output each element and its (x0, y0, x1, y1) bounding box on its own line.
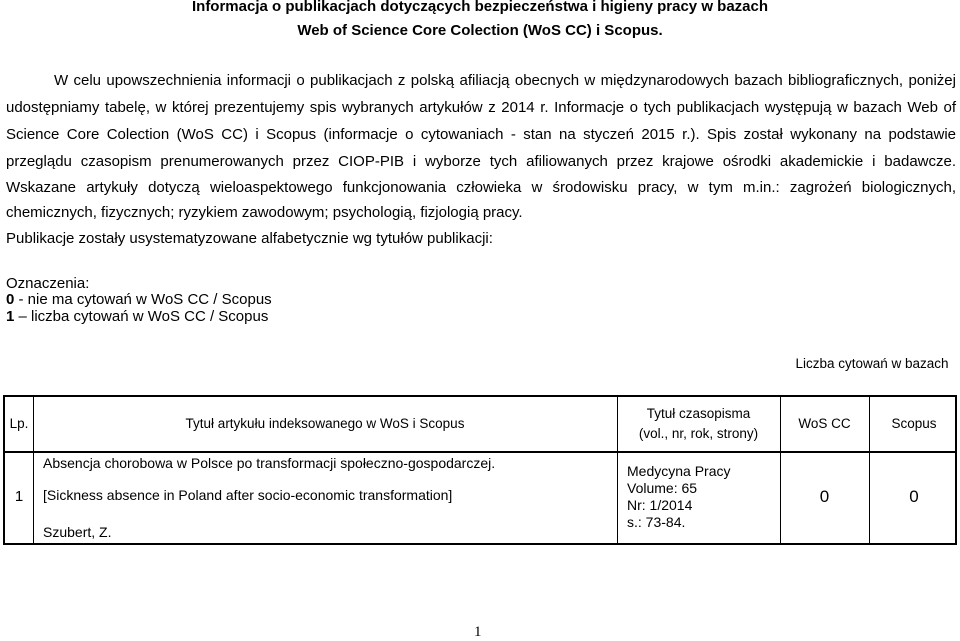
intro-line-3: Science Core Colection (WoS CC) i Scopus (informacje o cytowaniach - stan na styczeń 2015 r.). Spis został wykonany na podstawie (6, 126, 956, 143)
intro-line-5: Wskazane artykuły dotyczą wieloaspektowego funkcjonowania człowieka w środowisku pracy, w tym m.in.: zagrożeń biologicznych, (6, 179, 956, 196)
document-title-line2: Web of Science Core Colection (WoS CC) i Scopus. (297, 22, 663, 39)
row-wos-count: 0 (819, 487, 830, 506)
publications-table (3, 395, 957, 545)
header-wos: WoS CC (798, 416, 851, 431)
intro-line-7: Publikacje zostały usystematyzowane alfabetycznie wg tytułów publikacji: (6, 230, 493, 247)
header-journal-line2: (vol., nr, rok, strony) (638, 426, 759, 441)
legend-item-1 (6, 307, 268, 327)
header-scopus: Scopus (891, 416, 937, 431)
header-article-title: Tytuł artykułu indeksowanego w WoS i Scopus (185, 416, 465, 431)
row-number: Nr: 1/2014 (627, 497, 693, 513)
intro-line-6: chemicznych, fizycznych; ryzykiem zawodowym; psychologią, fizjologią pracy. (6, 204, 523, 221)
citations-group-header: Liczba cytowań w bazach (795, 356, 949, 371)
page-number: 1 (474, 624, 482, 640)
header-divider (5, 451, 955, 453)
row-lp: 1 (14, 488, 24, 505)
legend-heading: Oznaczenia: (6, 275, 90, 292)
legend-text-0: - nie ma cytowań w WoS CC / Scopus (14, 291, 272, 308)
row-scopus-count: 0 (909, 487, 919, 506)
row-journal: Medycyna Pracy (627, 463, 731, 479)
legend-key-0: 0 (6, 291, 15, 308)
document-title-line1: Informacja o publikacjach dotyczących bezpieczeństwa i higieny pracy w bazach (191, 0, 769, 15)
row-title-pl: Absencja chorobowa w Polsce po transformacji społeczno-gospodarczej. (43, 455, 496, 471)
row-volume: Volume: 65 (627, 480, 698, 496)
legend-key-1: 1 (6, 308, 15, 325)
header-lp: Lp. (9, 416, 29, 431)
header-journal-line1: Tytuł czasopisma (646, 406, 751, 421)
intro-line-1: W celu upowszechnienia informacji o publikacjach z polską afiliacją obecnych w międzynarodowych bazach bibliograficznych, poniżej (54, 72, 956, 89)
row-pages: s.: 73-84. (627, 514, 686, 530)
legend-text-1: – liczba cytowań w WoS CC / Scopus (14, 308, 269, 325)
row-title-en: [Sickness absence in Poland after socio-economic transformation] (43, 487, 453, 503)
row-author: Szubert, Z. (43, 524, 112, 540)
intro-line-2: udostępniamy tabelę, w której prezentujemy spis wybranych artykułów z 2014 r. Informacje o tych publikacjach występują w bazach Web of (6, 99, 956, 116)
intro-line-4: przeglądu czasopism prenumerowanych przez CIOP-PIB i wyborze tych afiliowanych przez krajowe ośrodki akademickie i badawcze. (6, 153, 956, 170)
